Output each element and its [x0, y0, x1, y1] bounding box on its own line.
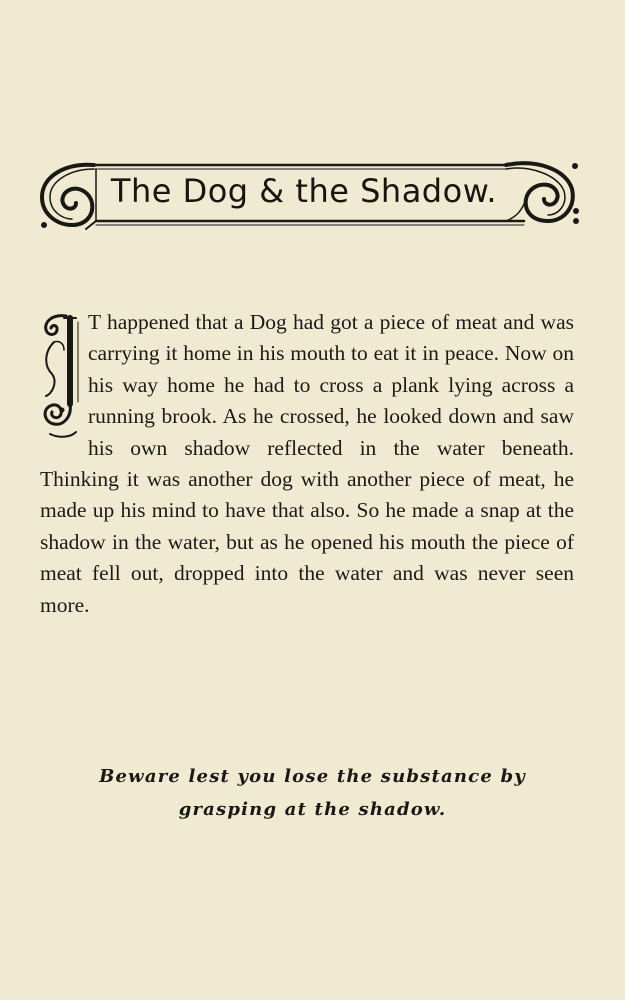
- moral: [60, 760, 565, 826]
- story-paragraph: [40, 307, 574, 621]
- moral-line-1: Beware lest you lose the substance by: [99, 766, 526, 787]
- drop-cap: [40, 312, 82, 440]
- drop-cap-ornament: [40, 312, 82, 440]
- title-banner: [36, 155, 582, 233]
- moral-line-2: grasping at the shadow.: [178, 799, 447, 820]
- page-title: The Dog & the Shadow.: [110, 172, 498, 210]
- story-text: T happened that a Dog had got a piece of meat and was carrying it home in his mouth to eat it in peace. Now on his way home he had to cross a plank lying across a running brook. As he crossed, he looked down and saw his own shadow reflected in the water beneath. Thinking it was another dog with another piece of meat, he made up his mind to have that also. So he made a snap at the shadow in the water, but as he opened his mouth the piece of meat fell out, dropped into the water and was never seen more.: [40, 310, 574, 617]
